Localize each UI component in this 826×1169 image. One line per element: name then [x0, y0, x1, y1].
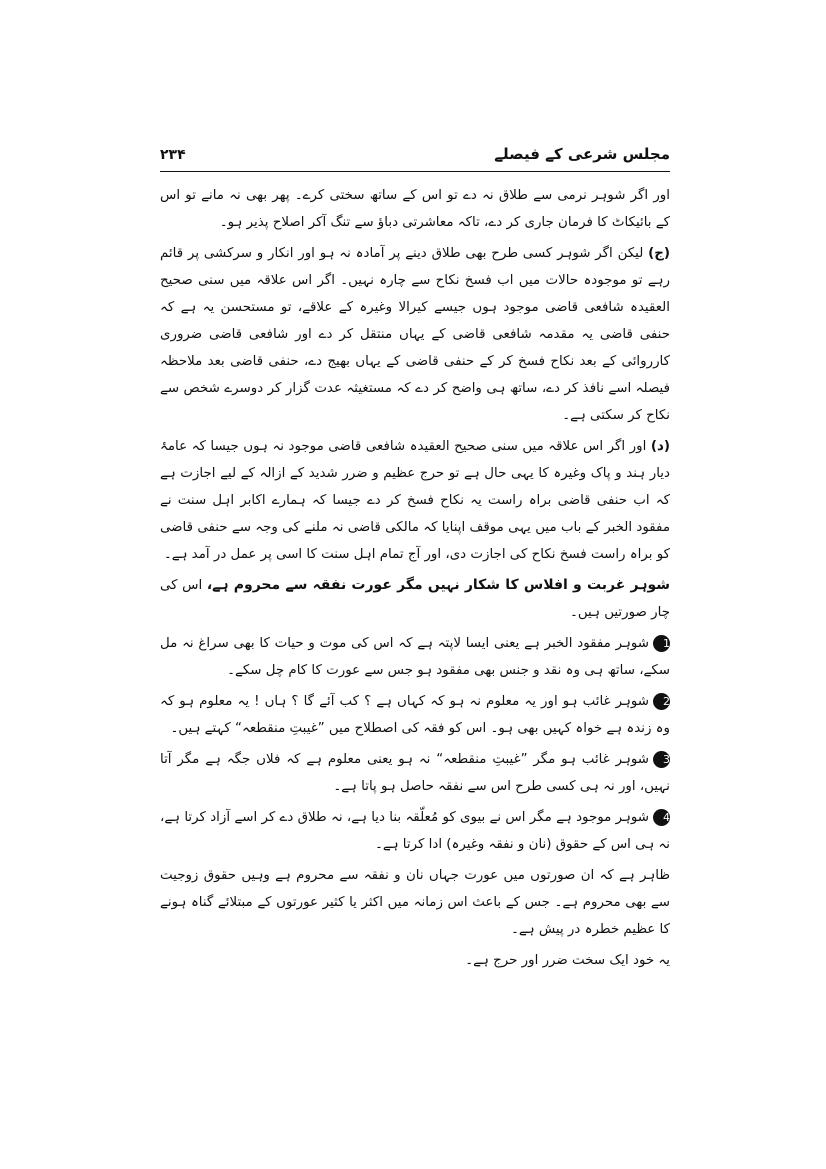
- case-text: شوہر غائب ہو مگر ”غیبتِ منقطعہ“ نہ ہو یعنی معلوم ہے کہ فلاں جگہ ہے مگر آتا نہیں، اور نہ ہی کسی طرح اس سے نفقہ حاصل ہو پاتا ہے۔: [160, 752, 670, 794]
- document-page: [160, 143, 670, 978]
- case-item: [160, 746, 670, 800]
- section-heading: شوہر غربت و افلاس کا شکار نہیں مگر عورت نفقہ سے محروم ہے،: [206, 577, 670, 593]
- paragraph: اور اگر شوہر نرمی سے طلاق نہ دے تو اس کے ساتھ سختی کرے۔ پھر بھی نہ مانے تو اس کے بائیکاٹ کا فرمان جاری کر دے، تاکہ معاشرتی دباؤ سے تنگ آکر اصلاح پذیر ہو۔: [160, 188, 670, 230]
- section-heading-line: [160, 572, 670, 626]
- case-number-badge: 3: [653, 751, 670, 768]
- running-header: [160, 143, 670, 172]
- case-number-badge: 1: [653, 635, 670, 652]
- heading-tail: اس کی چار صورتیں ہیں۔: [160, 578, 670, 620]
- case-item: [160, 630, 670, 684]
- document-body: [160, 182, 670, 974]
- page-number: ۲۳۴: [160, 147, 186, 163]
- paragraph-text: اور اگر اس علاقہ میں سنی صحیح العقیدہ شافعی قاضی موجود نہ ہوں جیسا کہ عامۂ دیار ہند و پاک وغیرہ کا یہی حال ہے تو حرج عظیم و ضرر شدید کے ازالہ کے لیے اجازت ہے کہ اب حنفی قاضی براہ راست یہ نکاح فسخ کر دے جیسا کہ ہمارے اکابر اہل سنت نے مفقود الخبر کے باب میں یہی موقف اپنایا کہ مالکی قاضی نہ ملنے کی وجہ سے حنفی قاضی کو براہ راست فسخ نکاح کی اجازت دی، اور آج تمام اہل سنت کا اسی پر عمل در آمد ہے۔: [160, 439, 670, 562]
- case-number-badge: 4: [653, 809, 670, 826]
- paragraph-dal: [160, 433, 670, 568]
- section-marker: (ج): [648, 246, 670, 261]
- section-marker: (د): [650, 439, 670, 454]
- paragraph-jeem: [160, 240, 670, 429]
- case-number-badge: 2: [653, 693, 670, 710]
- case-item: [160, 688, 670, 742]
- case-text: شوہر موجود ہے مگر اس نے بیوی کو مُعلّقہ بنا دیا ہے، نہ طلاق دے کر اسے آزاد کرتا ہے، نہ ہی اس کے حقوق (نان و نفقہ وغیرہ) ادا کرتا ہے۔: [160, 810, 670, 852]
- closing-paragraph: ظاہر ہے کہ ان صورتوں میں عورت جہاں نان و نفقہ سے محروم ہے وہیں حقوق زوجیت سے بھی محروم ہے۔ جس کے باعث اس زمانہ میں اکثر یا کثیر عورتوں کے مبتلائے گناہ ہونے کا عظیم خطرہ در پیش ہے۔: [160, 868, 670, 937]
- case-item: [160, 804, 670, 858]
- header-title: مجلس شرعی کے فیصلے: [494, 145, 670, 163]
- case-text: شوہر مفقود الخبر ہے یعنی ایسا لاپتہ ہے کہ اس کی موت و حیات کا بھی سراغ نہ مل سکے، ساتھ ہی وہ نقد و جنس بھی مفقود ہو جس سے عورت کا کام چل سکے۔: [160, 636, 670, 678]
- paragraph-text: لیکن اگر شوہر کسی طرح بھی طلاق دینے پر آمادہ نہ ہو اور انکار و سرکشی پر قائم رہے تو موجودہ حالات میں اب فسخ نکاح سے چارہ نہیں۔ اگر اس علاقہ میں سنی صحیح العقیدہ شافعی قاضی موجود ہوں جیسے کیرالا وغیرہ کے علاقے، تو مستحسن یہ ہے کہ حنفی قاضی یہ مقدمہ شافعی قاضی کے یہاں منتقل کر دے اور شافعی قاضی ضروری کارروائی کے بعد نکاح فسخ کر کے حنفی قاضی کے یہاں بھیج دے، حنفی قاضی بعد ملاحظہ فیصلہ اسے نافذ کر دے، ساتھ ہی واضح کر دے کہ مستغیثہ عدت گزار کر دوسرے شخص سے نکاح کر سکتی ہے۔: [160, 246, 670, 423]
- closing-line: یہ خود ایک سخت ضرر اور حرج ہے۔: [465, 953, 670, 968]
- case-text: شوہر غائب ہو اور یہ معلوم نہ ہو کہ کہاں ہے ؟ کب آئے گا ؟ ہاں ! یہ معلوم ہو کہ وہ زندہ ہے خواہ کہیں بھی ہو۔ اس کو فقہ کی اصطلاح میں ”غیبتِ منقطعہ“ کہتے ہیں۔: [160, 694, 670, 736]
